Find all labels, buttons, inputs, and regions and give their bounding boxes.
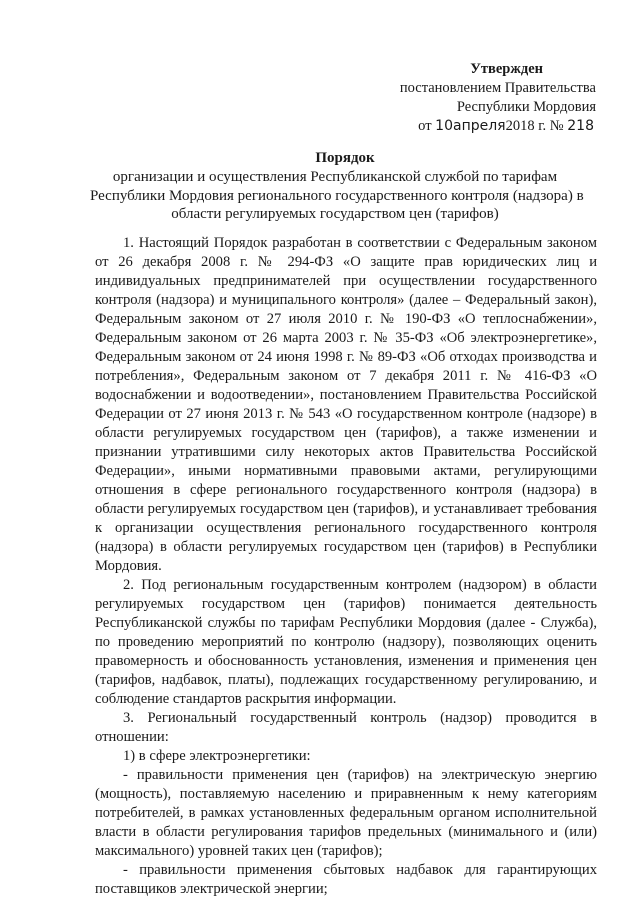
- paragraph-item-prices: - правильности применения цен (тарифов) на электрическую энергию (мощность), поставляемую населению и приравненным к нему категориям потребителей, в рамках установленных федеральным органом исполнительной власти в области регулирования тарифов предельных (минимального и (или) максимального) уровней таких цен (тарифов);: [95, 767, 597, 859]
- approval-line-2: Республики Мордовия: [456, 99, 596, 115]
- document-heading: [90, 148, 584, 224]
- paragraph-1: 1. Настоящий Порядок разработан в соответствии с Федеральным законом от 26 декабря 2008 г. № 294-ФЗ «О защите прав юридических лиц и индивидуальных предпринимателей при осуществлении государственного контроля (надзора) и муниципального контроля» (далее – Федеральный закон), Федеральным законом от 27 июля 2010 г. № 190-ФЗ «О теплоснабжении», Федеральным законом от 26 марта 2003 г. № 35-ФЗ «Об электроэнергетике», Федеральным законом от 24 июня 1998 г. № 89-ФЗ «Об отходах производства и потребления», Федеральным законом от 7 декабря 2011 г. № 416-ФЗ «О водоснабжении и водоотведении», постановлением Правительства Российской Федерации от 27 июня 2013 г. № 543 «О государственном контроле (надзоре) в области регулируемых государством цен (тарифов), а также изменении и признании утратившими силу некоторых актов Правительства Российской Федерации», иными нормативными правовыми актами, регулирующими отношения в сфере регионального государственного контроля (надзора) в области регулируемых государством цен (тарифов), и устанавливает требования к организации осуществления регионального государственного контроля (надзора) в области регулируемых государством цен (тарифов) в Республики Мордовия.: [95, 235, 597, 574]
- paragraph-item-markups: - правильности применения сбытовых надбавок для гарантирующих поставщиков электрической энергии;: [95, 862, 597, 897]
- approval-line-1: постановлением Правительства: [399, 80, 596, 96]
- approval-stamp: [381, 60, 596, 136]
- order-number: 218: [567, 118, 594, 134]
- date-prefix: от: [418, 118, 432, 134]
- paragraph-3: 3. Региональный государственный контроль (надзор) проводится в отношении:: [95, 710, 597, 745]
- heading-line-2: Республики Мордовия регионального государственного контроля (надзора) в: [90, 187, 584, 204]
- date-month: апреля: [453, 118, 506, 134]
- document-body: [95, 234, 597, 899]
- heading-line-1: организации и осуществления Республиканской службой по тарифам: [112, 169, 558, 185]
- paragraph-electro-heading: 1) в сфере электроэнергетики:: [123, 748, 311, 764]
- document-title: Порядок: [315, 150, 375, 166]
- date-year: 2018 г. №: [505, 118, 564, 134]
- heading-line-3: области регулируемых государством цен (тарифов): [171, 206, 499, 222]
- approval-title: Утвержден: [470, 61, 543, 77]
- approval-date: [381, 117, 596, 136]
- paragraph-2: 2. Под региональным государственным контролем (надзором) в области регулируемых государством цен (тарифов) понимается деятельность Республиканской службы по тарифам Республики Мордовия (далее - Служба), по проведению мероприятий по контролю (надзору), позволяющих оценить правомерность и обоснованность установления, изменения и применения цен (тарифов, надбавок, платы), подлежащих государственному регулированию, и соблюдение стандартов раскрытия информации.: [95, 577, 597, 707]
- date-day: 10: [435, 118, 453, 134]
